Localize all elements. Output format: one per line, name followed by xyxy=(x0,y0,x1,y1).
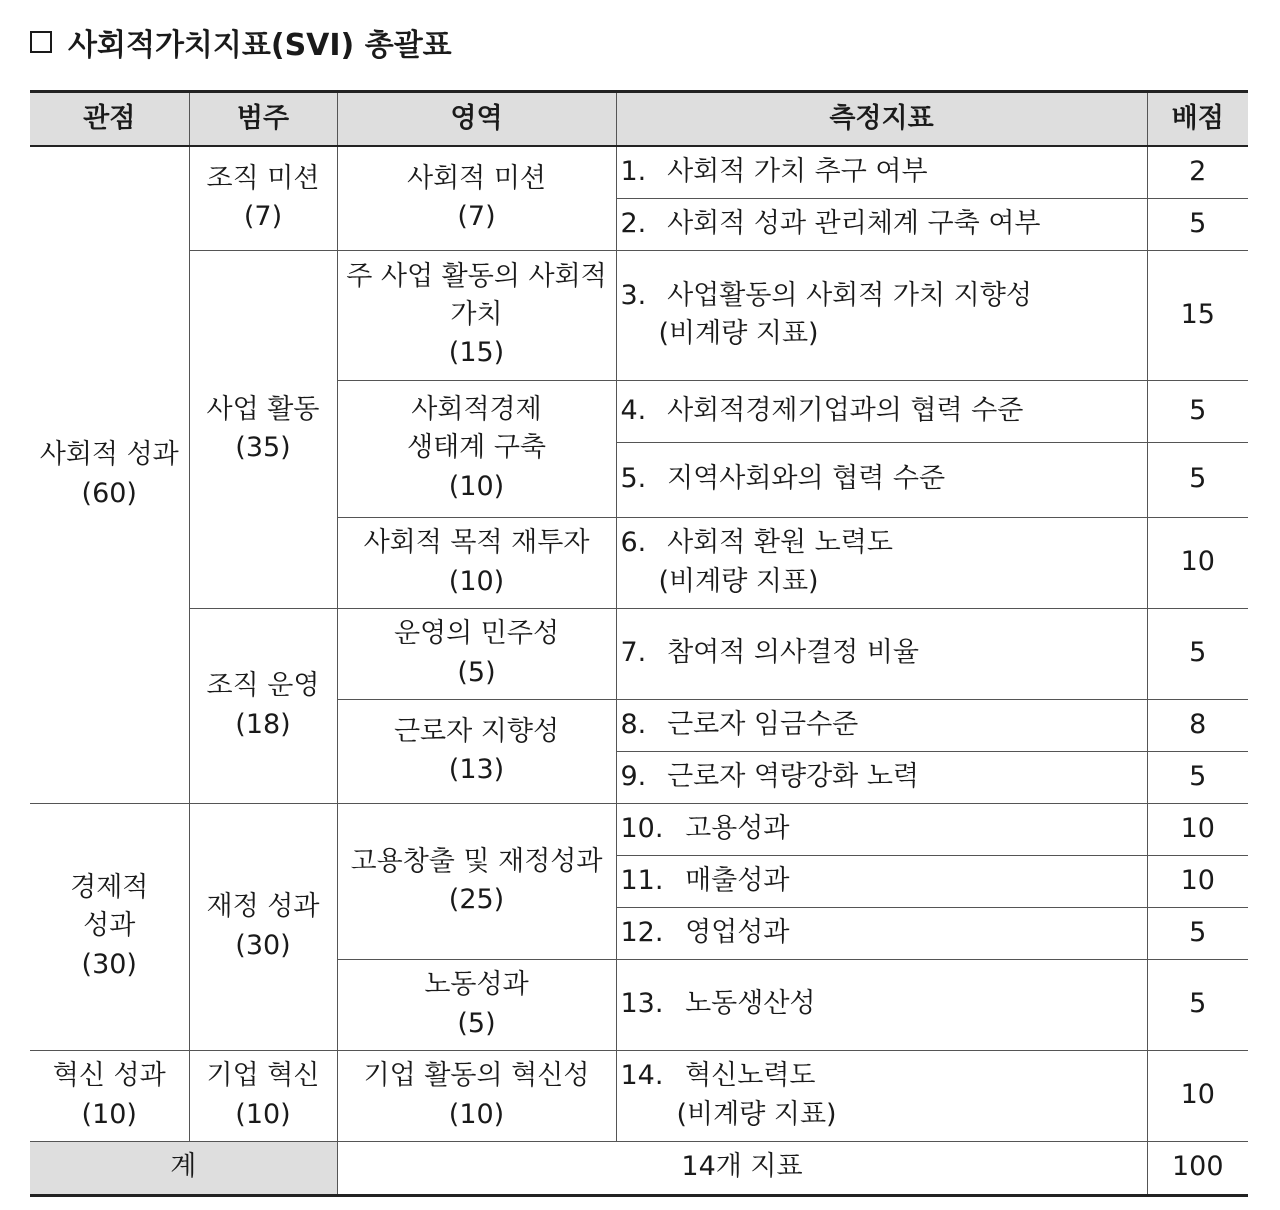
category-operation: 조직 운영 (18) xyxy=(189,608,337,803)
indicator-number: 4. xyxy=(620,394,647,426)
perspective-economic: 경제적 성과 (30) xyxy=(30,803,189,1050)
category-finance: 재정 성과 (30) xyxy=(189,803,337,1050)
points-5: 5 xyxy=(1147,442,1248,517)
table-row xyxy=(30,803,1248,855)
table-row xyxy=(30,608,1248,699)
indicator-number: 5. xyxy=(620,463,647,495)
indicator-number: 7. xyxy=(620,637,647,669)
page-title xyxy=(30,20,452,64)
table-row xyxy=(30,1050,1248,1141)
total-label: 계 xyxy=(30,1141,337,1195)
indicator-text: 사회적 가치 추구 여부 xyxy=(667,156,928,188)
points-7: 5 xyxy=(1147,608,1248,699)
indicator-text: 고용성과 xyxy=(685,812,790,844)
svi-summary-table xyxy=(30,90,1248,1197)
points-14: 10 xyxy=(1147,1050,1248,1141)
indicator-text: 지역사회와의 협력 수준 xyxy=(667,463,946,495)
area-ecosystem: 사회적경제 생태계 구축 (10) xyxy=(337,380,616,517)
page-title-text: 사회적가치지표(SVI) 총괄표 xyxy=(68,28,452,63)
indicator-note: (비계량 지표) xyxy=(658,565,819,597)
indicator-number: 14. xyxy=(620,1060,664,1092)
area-reinvest: 사회적 목적 재투자 (10) xyxy=(337,517,616,608)
indicator-1 xyxy=(616,146,1147,198)
header-indicator: 측정지표 xyxy=(616,92,1147,147)
indicator-2 xyxy=(616,198,1147,250)
perspective-social: 사회적 성과 (60) xyxy=(30,146,189,803)
indicator-7 xyxy=(616,608,1147,699)
indicator-text: 매출성과 xyxy=(685,864,790,896)
indicator-text: 영업성과 xyxy=(685,916,790,948)
points-4: 5 xyxy=(1147,380,1248,442)
indicator-text: 사회적경제기업과의 협력 수준 xyxy=(667,394,1024,426)
indicator-text: 참여적 의사결정 비율 xyxy=(667,637,919,669)
points-11: 10 xyxy=(1147,855,1248,907)
points-13: 5 xyxy=(1147,959,1248,1050)
indicator-number: 10. xyxy=(620,812,664,844)
indicator-text: 혁신노력도 xyxy=(685,1060,816,1092)
indicator-text: 사회적 성과 관리체계 구축 여부 xyxy=(667,207,1041,239)
indicator-6 xyxy=(616,517,1147,608)
area-corp-innovation: 기업 활동의 혁신성 (10) xyxy=(337,1050,616,1141)
indicator-14 xyxy=(616,1050,1147,1141)
category-business: 사업 활동 (35) xyxy=(189,250,337,608)
points-2: 5 xyxy=(1147,198,1248,250)
header-area: 영역 xyxy=(337,92,616,147)
indicator-number: 8. xyxy=(620,708,647,740)
header-perspective: 관점 xyxy=(30,92,189,147)
indicator-3 xyxy=(616,250,1147,380)
indicator-12 xyxy=(616,907,1147,959)
indicator-number: 11. xyxy=(620,864,664,896)
header-category: 범주 xyxy=(189,92,337,147)
total-indicators: 14개 지표 xyxy=(337,1141,1147,1195)
points-10: 10 xyxy=(1147,803,1248,855)
table-header-row xyxy=(30,92,1248,147)
indicator-note: (비계량 지표) xyxy=(676,1098,837,1130)
category-innovation: 기업 혁신 (10) xyxy=(189,1050,337,1141)
indicator-number: 12. xyxy=(620,916,664,948)
indicator-4 xyxy=(616,380,1147,442)
perspective-innovation: 혁신 성과 (10) xyxy=(30,1050,189,1141)
total-row xyxy=(30,1141,1248,1195)
indicator-5 xyxy=(616,442,1147,517)
indicator-11 xyxy=(616,855,1147,907)
points-1: 2 xyxy=(1147,146,1248,198)
area-employment: 고용창출 및 재정성과 (25) xyxy=(337,803,616,959)
area-main-business: 주 사업 활동의 사회적 가치 (15) xyxy=(337,250,616,380)
points-12: 5 xyxy=(1147,907,1248,959)
area-worker: 근로자 지향성 (13) xyxy=(337,699,616,803)
indicator-number: 2. xyxy=(620,207,647,239)
indicator-8 xyxy=(616,699,1147,751)
points-6: 10 xyxy=(1147,517,1248,608)
area-labor: 노동성과 (5) xyxy=(337,959,616,1050)
points-3: 15 xyxy=(1147,250,1248,380)
indicator-text: 사업활동의 사회적 가치 지향성 xyxy=(667,279,1032,311)
indicator-number: 13. xyxy=(620,988,664,1020)
indicator-number: 3. xyxy=(620,279,647,311)
header-points: 배점 xyxy=(1147,92,1248,147)
indicator-13 xyxy=(616,959,1147,1050)
indicator-10 xyxy=(616,803,1147,855)
indicator-note: (비계량 지표) xyxy=(658,318,819,349)
total-points: 100 xyxy=(1147,1141,1248,1195)
indicator-text: 노동생산성 xyxy=(685,988,816,1020)
checkbox-square-icon xyxy=(30,31,52,53)
points-8: 8 xyxy=(1147,699,1248,751)
indicator-number: 1. xyxy=(620,156,647,188)
indicator-number: 6. xyxy=(620,527,647,559)
indicator-9 xyxy=(616,751,1147,803)
area-social-mission: 사회적 미션 (7) xyxy=(337,146,616,250)
indicator-text: 사회적 환원 노력도 xyxy=(667,527,893,559)
indicator-number: 9. xyxy=(620,760,647,792)
category-mission: 조직 미션 (7) xyxy=(189,146,337,250)
area-democracy: 운영의 민주성 (5) xyxy=(337,608,616,699)
points-9: 5 xyxy=(1147,751,1248,803)
indicator-text: 근로자 임금수준 xyxy=(667,708,859,740)
table-row xyxy=(30,250,1248,380)
indicator-text: 근로자 역량강화 노력 xyxy=(667,760,919,792)
table-row xyxy=(30,146,1248,198)
